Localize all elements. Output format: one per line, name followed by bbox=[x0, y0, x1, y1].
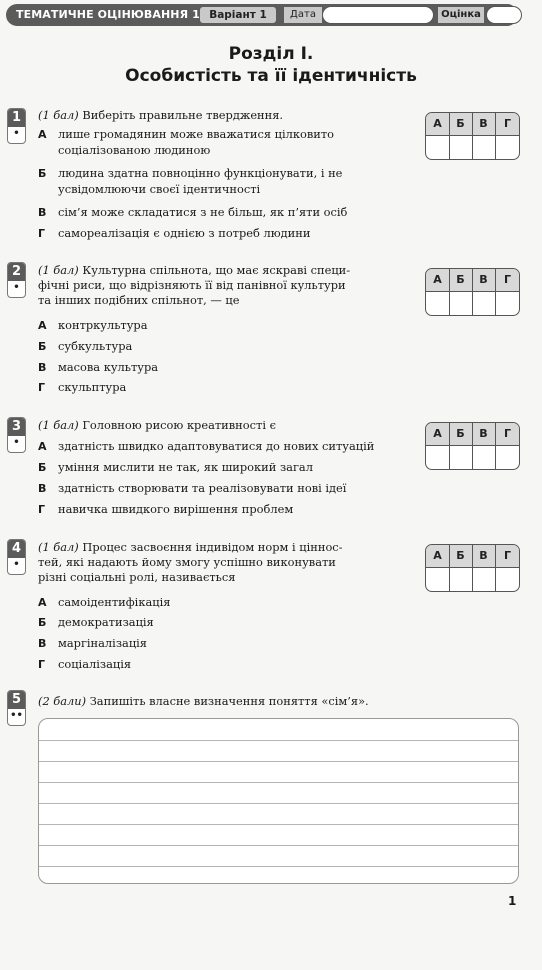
option-letter: Б bbox=[38, 167, 47, 180]
points-dots: • bbox=[13, 437, 20, 448]
grade-field[interactable] bbox=[486, 6, 522, 24]
option-text: самореалізація є однією з потреб людини bbox=[58, 226, 311, 240]
answer-grid bbox=[425, 112, 520, 160]
option-text: масова культура bbox=[58, 360, 159, 374]
answer-writing-area[interactable] bbox=[38, 718, 519, 884]
option-letter: Б bbox=[38, 616, 47, 629]
grid-letter: В bbox=[479, 427, 488, 440]
option-letter: Б bbox=[38, 461, 47, 474]
grid-letter: А bbox=[433, 427, 442, 440]
option-letter: В bbox=[38, 361, 47, 374]
section-subtitle: Особистість та її ідентичність bbox=[125, 66, 417, 86]
option-letter: Г bbox=[38, 227, 46, 240]
question-text: (2 бали) Запишіть власне визначення поняття «сім’я». bbox=[38, 694, 369, 708]
question-points: (1 бал) bbox=[38, 540, 79, 554]
date-label: Дата bbox=[284, 7, 322, 23]
header-bar bbox=[6, 4, 518, 26]
section-title: Розділ І. bbox=[228, 44, 314, 64]
option-text: маргіналізація bbox=[58, 636, 147, 650]
option-text: усвідомлюючи своєї ідентичності bbox=[58, 182, 261, 196]
points-dots: • bbox=[13, 559, 20, 570]
option-text: соціалізація bbox=[58, 657, 132, 671]
grid-letter: Б bbox=[456, 427, 465, 440]
option-text: демократизація bbox=[58, 615, 154, 629]
option-text: здатність швидко адаптовуватися до нових ситуацій bbox=[58, 439, 375, 453]
option-text: скульптура bbox=[58, 380, 127, 394]
option-letter: Г bbox=[38, 658, 46, 671]
question-text: (1 бал) Головною рисою креативності є bbox=[38, 418, 276, 432]
question-text: (1 бал) Культурна спільнота, що має яскраві специ- фічні риси, що відрізняють її від панівної культури та інших подібних спільнот, — це bbox=[38, 263, 351, 307]
date-field[interactable] bbox=[322, 6, 434, 24]
option-letter: А bbox=[38, 319, 47, 332]
assessment-title: ТЕМАТИЧНЕ ОЦІНЮВАННЯ 1 bbox=[16, 8, 200, 21]
question-points: (2 бали) bbox=[38, 694, 87, 708]
option-text: уміння мислити не так, як широкий загал bbox=[58, 460, 313, 474]
option-text: сім’я може складатися з не більш, як п’яти осіб bbox=[58, 205, 348, 219]
question-points: (1 бал) bbox=[38, 418, 79, 432]
option-text: соціалізованою людиною bbox=[58, 143, 211, 157]
points-dots: • bbox=[13, 282, 20, 293]
question-number-badge: 4 • bbox=[7, 539, 26, 575]
grid-letter: В bbox=[479, 273, 488, 286]
question-number-badge: 1 • bbox=[7, 108, 26, 144]
option-text: людина здатна повноцінно функціонувати, і не bbox=[58, 166, 343, 180]
answer-grid bbox=[425, 268, 520, 316]
grid-letter: А bbox=[433, 117, 442, 130]
option-letter: В bbox=[38, 482, 47, 495]
option-letter: Б bbox=[38, 340, 47, 353]
question-text: (1 бал) Виберіть правильне твердження. bbox=[38, 108, 284, 122]
option-letter: А bbox=[38, 596, 47, 609]
page-number: 1 bbox=[508, 894, 517, 908]
grid-letter: А bbox=[433, 549, 442, 562]
answer-grid bbox=[425, 422, 520, 470]
grid-letter: Г bbox=[503, 549, 511, 562]
points-dots: • bbox=[13, 128, 20, 139]
option-text: навичка швидкого вирішення проблем bbox=[58, 502, 294, 516]
grid-letter: А bbox=[433, 273, 442, 286]
option-text: здатність створювати та реалізовувати нові ідеї bbox=[58, 481, 347, 495]
answer-grid bbox=[425, 544, 520, 592]
grid-letter: В bbox=[479, 117, 488, 130]
option-letter: А bbox=[38, 128, 47, 141]
question-text: (1 бал) Процес засвоєння індивідом норм і ціннос- тей, які надають йому змогу успішно виконувати різні соціальні ролі, називається bbox=[38, 540, 343, 584]
grid-letter: Г bbox=[503, 117, 511, 130]
option-text: лише громадянин може вважатися цілковито bbox=[58, 127, 335, 141]
option-text: контркультура bbox=[58, 318, 148, 332]
grid-letter: Б bbox=[456, 549, 465, 562]
grid-letter: Г bbox=[503, 273, 511, 286]
option-letter: А bbox=[38, 440, 47, 453]
points-dots: •• bbox=[10, 710, 23, 721]
option-letter: В bbox=[38, 206, 47, 219]
variant-label: Варіант 1 bbox=[200, 7, 276, 23]
question-points: (1 бал) bbox=[38, 263, 79, 277]
grid-letter: В bbox=[479, 549, 488, 562]
option-letter: Г bbox=[38, 381, 46, 394]
question-number-badge: 3 • bbox=[7, 417, 26, 453]
grade-label: Оцінка bbox=[438, 7, 484, 23]
option-letter: Г bbox=[38, 503, 46, 516]
grid-letter: Б bbox=[456, 273, 465, 286]
grid-letter: Б bbox=[456, 117, 465, 130]
option-letter: В bbox=[38, 637, 47, 650]
question-number-badge: 5 •• bbox=[7, 690, 26, 726]
question-number-badge: 2 • bbox=[7, 262, 26, 298]
question-points: (1 бал) bbox=[38, 108, 79, 122]
option-text: субкультура bbox=[58, 339, 133, 353]
option-text: самоідентифікація bbox=[58, 595, 171, 609]
grid-letter: Г bbox=[503, 427, 511, 440]
